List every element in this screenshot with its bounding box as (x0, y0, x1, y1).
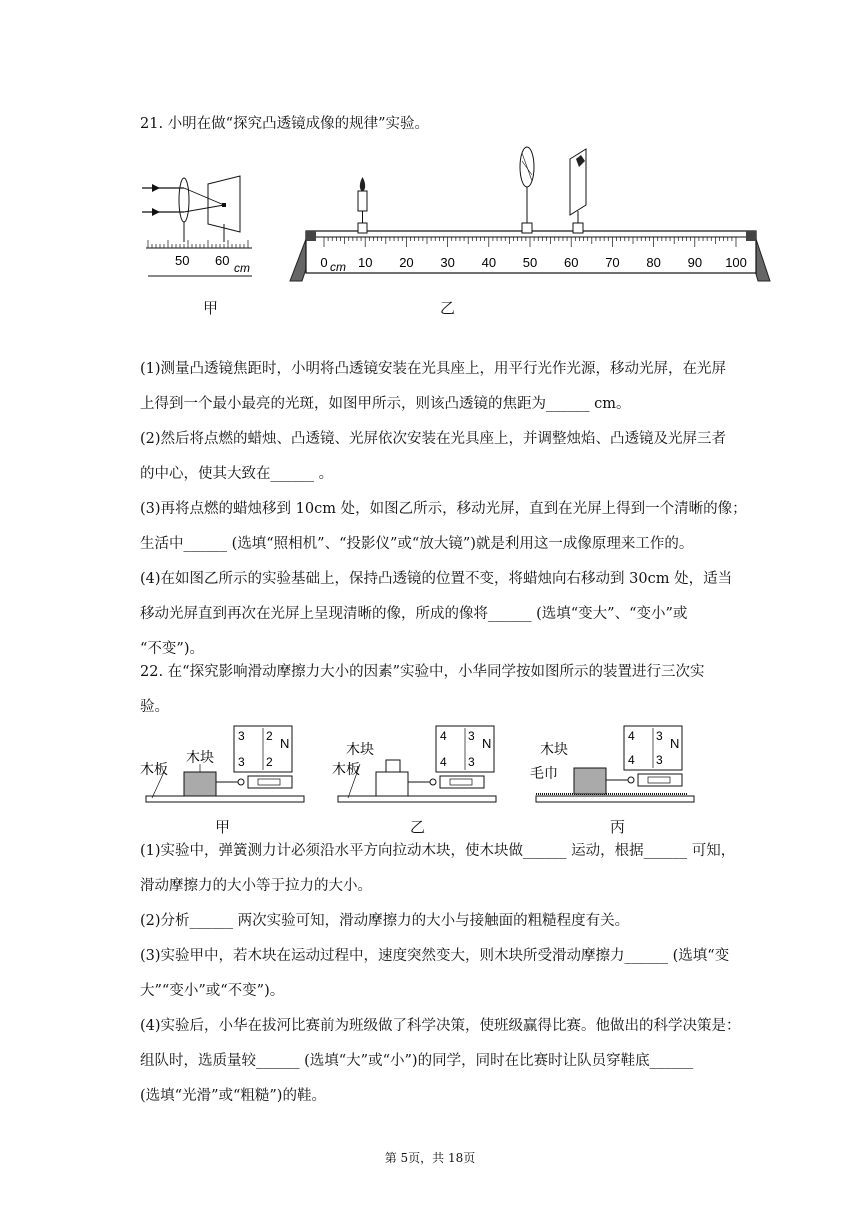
fig-bing-gauge-b2: 3 (656, 753, 663, 767)
fig-jia-gauge-n: N (280, 736, 290, 751)
q21-line-2: 上得到一个最小最亮的光斑，如图甲所示，则该凸透镜的焦距为______ cm。 (140, 396, 631, 412)
figure-jia-lens-focal (138, 172, 258, 282)
figure-yi-optical-bench (286, 145, 776, 285)
jia-tick-60: 60 (215, 253, 230, 268)
q21-line-1: (1)测量凸透镜焦距时，小明将凸透镜安装在光具座上，用平行光作光源，移动光屏，在光屏 (140, 361, 727, 377)
q21-line-8: 移动光屏直到再次在光屏上呈现清晰的像，所成的像将______ (选填“变大”、“变小”或 (140, 606, 688, 622)
yi-tick-label: 80 (646, 255, 661, 270)
fig-yi-gauge-a2: 4 (440, 755, 447, 769)
fig-bing-label-towel: 毛巾 (530, 765, 558, 781)
fig-jia-gauge-b2: 2 (266, 755, 273, 769)
q21-line-9: “不变”)。 (140, 641, 204, 657)
yi-tick-label: 90 (687, 255, 703, 270)
yi-tick-label: 30 (440, 255, 455, 270)
candle (358, 177, 367, 233)
fig-bing-gauge-a: 4 (628, 729, 635, 743)
fig-jia-label-block: 木块 (186, 749, 214, 765)
fig-bing-gauge-n: N (670, 736, 680, 751)
q22-line-8: (选填“光滑”或“粗糙”)的鞋。 (140, 1088, 326, 1104)
yi-tick-label: 70 (605, 255, 620, 270)
q22-line-5: 大”“变小”或“不变”)。 (140, 983, 285, 999)
q21-line-7: (4)在如图乙所示的实验基础上，保持凸透镜的位置不变，将蜡烛向右移动到 30cm 处，适当 (140, 571, 733, 587)
q22-line-1: (1)实验中，弹簧测力计必须沿水平方向拉动木块，使木块做______ 运动，根据______ 可知， (140, 843, 736, 859)
friction-yi-caption: 乙 (410, 818, 426, 836)
q21-line-3: (2)然后将点燃的蜡烛、凸透镜、光屏依次安装在光具座上，并调整烛焰、凸透镜及光屏三者 (140, 431, 727, 447)
yi-tick-label: 0 (320, 255, 328, 270)
yi-tick-label: 50 (522, 255, 538, 270)
fig-yi-label-board: 木板 (332, 761, 360, 777)
q21-line-5: (3)再将点燃的蜡烛移到 10cm 处，如图乙所示，移动光屏，直到在光屏上得到一个清晰的像； (140, 501, 747, 517)
yi-tick-label: 40 (481, 255, 497, 270)
yi-tick-label: 10 (358, 255, 373, 270)
fig-jia-caption: 甲 (203, 299, 219, 317)
q22-title-2: 验。 (140, 699, 169, 715)
fig-yi-caption: 乙 (440, 299, 456, 317)
q22-line-6: (4)实验后，小华在拔河比赛前为班级做了科学决策，使班级赢得比赛。他做出的科学决策是： (140, 1018, 741, 1034)
yi-unit: cm (330, 260, 346, 274)
figure-friction-jia (138, 722, 308, 812)
friction-bing-caption: 丙 (610, 818, 626, 836)
figure-friction-yi (330, 722, 500, 812)
q22-line-7: 组队时，选质量较______ (选填“大”或“小”)的同学，同时在比赛时让队员穿鞋底______ (140, 1053, 694, 1069)
yi-tick-label: 100 (725, 255, 747, 270)
fig-yi-gauge-n: N (482, 736, 492, 751)
q21-line-4: 的中心，使其大致在______ 。 (140, 466, 334, 482)
fig-jia-gauge-a2: 3 (238, 755, 245, 769)
q22-title-1: 22. 在“探究影响滑动摩擦力大小的因素”实验中，小华同学按如图所示的装置进行三次实 (140, 664, 705, 680)
fig-jia-gauge-a: 3 (238, 729, 245, 743)
q21-title: 21. 小明在做“探究凸透镜成像的规律”实验。 (140, 116, 429, 132)
figure-friction-bing (528, 722, 698, 812)
fig-bing-gauge-a2: 4 (628, 753, 635, 767)
fig-yi-gauge-b2: 3 (468, 755, 475, 769)
jia-unit: cm (234, 261, 250, 275)
q22-line-2: 滑动摩擦力的大小等于拉力的大小。 (140, 878, 372, 894)
yi-tick-label: 20 (399, 255, 414, 270)
q21-line-6: 生活中______ (选填“照相机”、“投影仪”或“放大镜”)就是利用这一成像原理来工作的。 (140, 536, 694, 552)
fig-jia-gauge-b: 2 (266, 729, 273, 743)
fig-yi-label-block: 木块 (346, 741, 374, 757)
q22-line-4: (3)实验甲中，若木块在运动过程中，速度突然变大，则木块所受滑动摩擦力______ (选填“变 (140, 948, 730, 964)
fig-yi-gauge-b: 3 (468, 729, 475, 743)
fig-yi-gauge-a: 4 (440, 729, 447, 743)
yi-tick-label: 60 (564, 255, 579, 270)
jia-tick-50: 50 (175, 253, 190, 268)
fig-bing-label-block: 木块 (540, 741, 568, 757)
q22-line-3: (2)分析______ 两次实验可知，滑动摩擦力的大小与接触面的粗糙程度有关。 (140, 913, 630, 929)
page-footer: 第 5页，共 18页 (384, 1151, 476, 1165)
convex-lens (520, 147, 534, 233)
fig-bing-gauge-b: 3 (656, 729, 663, 743)
fig-jia-label-board: 木板 (140, 761, 168, 777)
friction-jia-caption: 甲 (215, 818, 231, 836)
light-screen (570, 149, 586, 233)
